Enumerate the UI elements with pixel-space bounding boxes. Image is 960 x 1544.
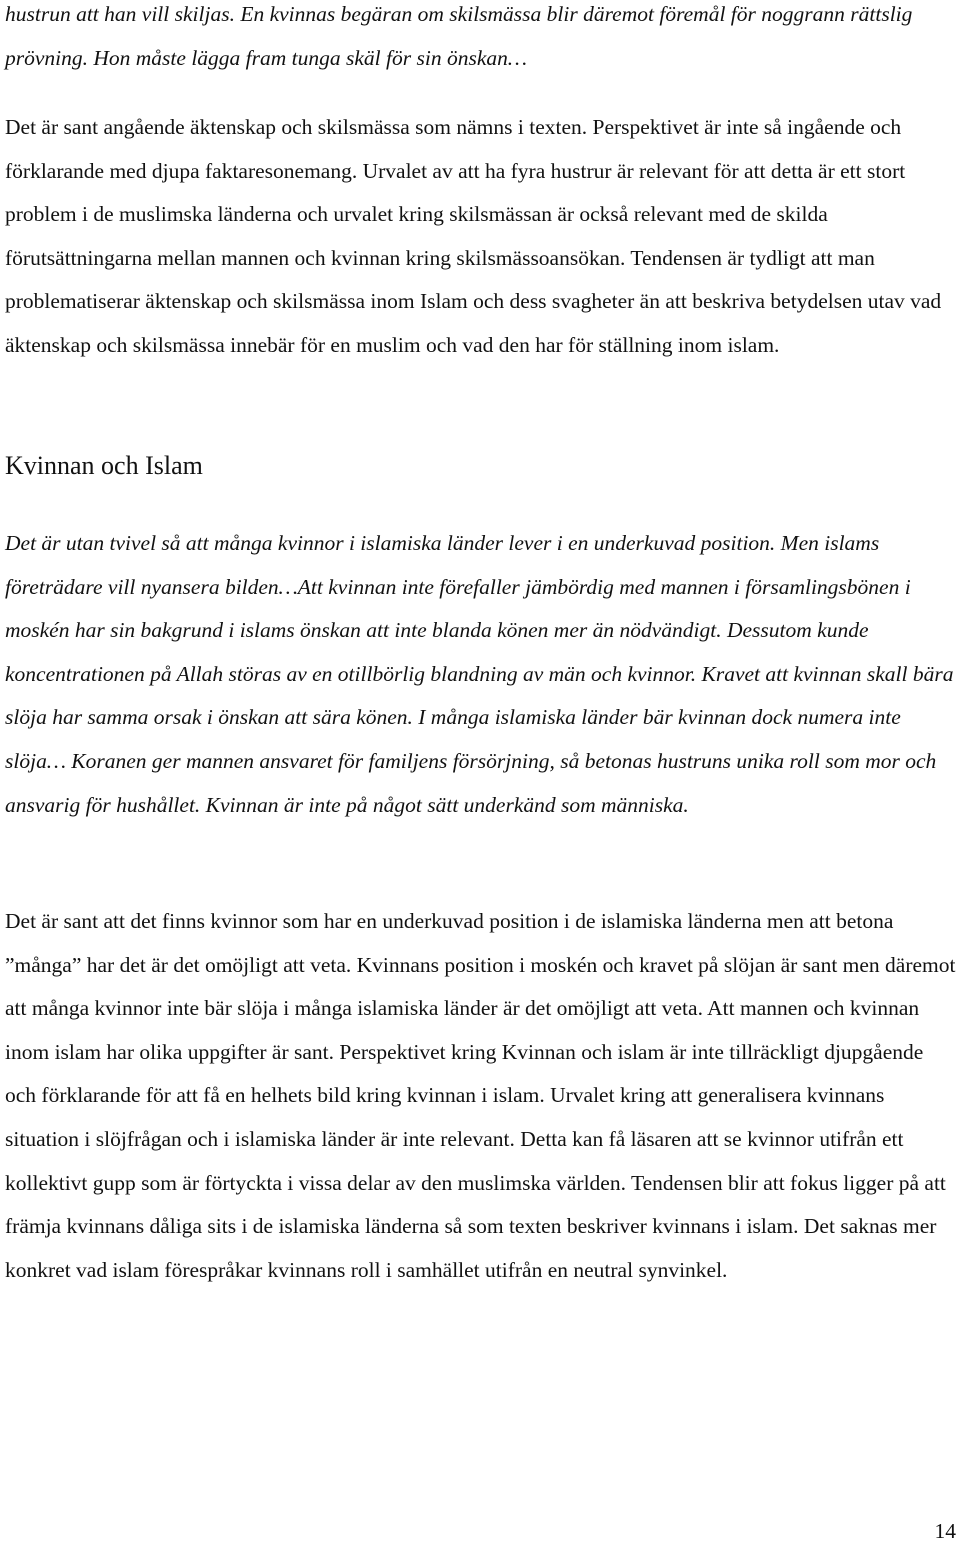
section-heading: Kvinnan och Islam [5, 451, 203, 480]
page-number: 14 [934, 1519, 956, 1543]
paragraph-analysis-women: Det är sant att det finns kvinnor som har en underkuvad position i de islamiska länderna men att betona ”många” har det är det omöjligt att veta. Kvinnans position i moskén och kravet på slöjan är sant men däremot att många kvinnor inte bär slöja i många islamiska länder är det omöjligt att veta. Att mannen och kvinnan inom islam har olika uppgifter är sant. Perspektivet kring Kvinnan och islam är inte tillräckligt djupgående och förklarande för att få en helhets bild kring kvinnan i islam. Urvalet kring att generalisera kvinnans situation i slöjfrågan och i islamiska länder är inte relevant. Detta kan få läsaren att se kvinnor utifrån ett kollektivt gupp som är förtyckta i vissa delar av den muslimska världen. Tendensen blir att fokus ligger på att främja kvinnans dåliga sits i de islamiska länderna så som texten beskriver kvinnans i islam. Det saknas mer konkret vad islam förespråkar kvinnans roll i samhället utifrån en neutral synvinkel. [5, 909, 956, 1282]
paragraph-analysis-marriage: Det är sant angående äktenskap och skilsmässa som nämns i texten. Perspektivet är inte så ingående och förklarande med djupa faktaresonemang. Urvalet av att ha fyra hustrur är relevant för att detta är ett stort problem i de muslimska länderna och urvalet kring skilsmässan är också relevant med de skilda förutsättningarna mellan mannen och kvinnan kring skilsmässoansökan. Tendensen är tydligt att man problematiserar äktenskap och skilsmässa inom Islam och dess svagheter än att beskriva betydelsen utav vad äktenskap och skilsmässa innebär för en muslim och vad den har för ställning inom islam. [5, 115, 942, 357]
paragraph-quote-continuation: hustrun att han vill skiljas. En kvinnas begäran om skilsmässa blir däremot föremål för noggrann rättslig prövning. Hon måste lägga fram tunga skäl för sin önskan… [5, 2, 913, 70]
paragraph-quote-women: Det är utan tvivel så att många kvinnor i islamiska länder lever i en underkuvad position. Men islams företrädare vill nyansera bilden…Att kvinnan inte förefaller jämbördig med mannen i församlingsbönen i moskén har sin bakgrund i islams önskan att inte blanda könen mer än nödvändigt. Dessutom kunde koncentrationen på Allah störas av en otillbörlig blandning av män och kvinnor. Kravet att kvinnan skall bära slöja har samma orsak i önskan att sära könen. I många islamiska länder bär kvinnan dock numera inte slöja… Koranen ger mannen ansvaret för familjens försörjning, så betonas hustruns unika roll som mor och ansvarig för hushållet. Kvinnan är inte på något sätt underkänd som människa. [5, 531, 954, 817]
